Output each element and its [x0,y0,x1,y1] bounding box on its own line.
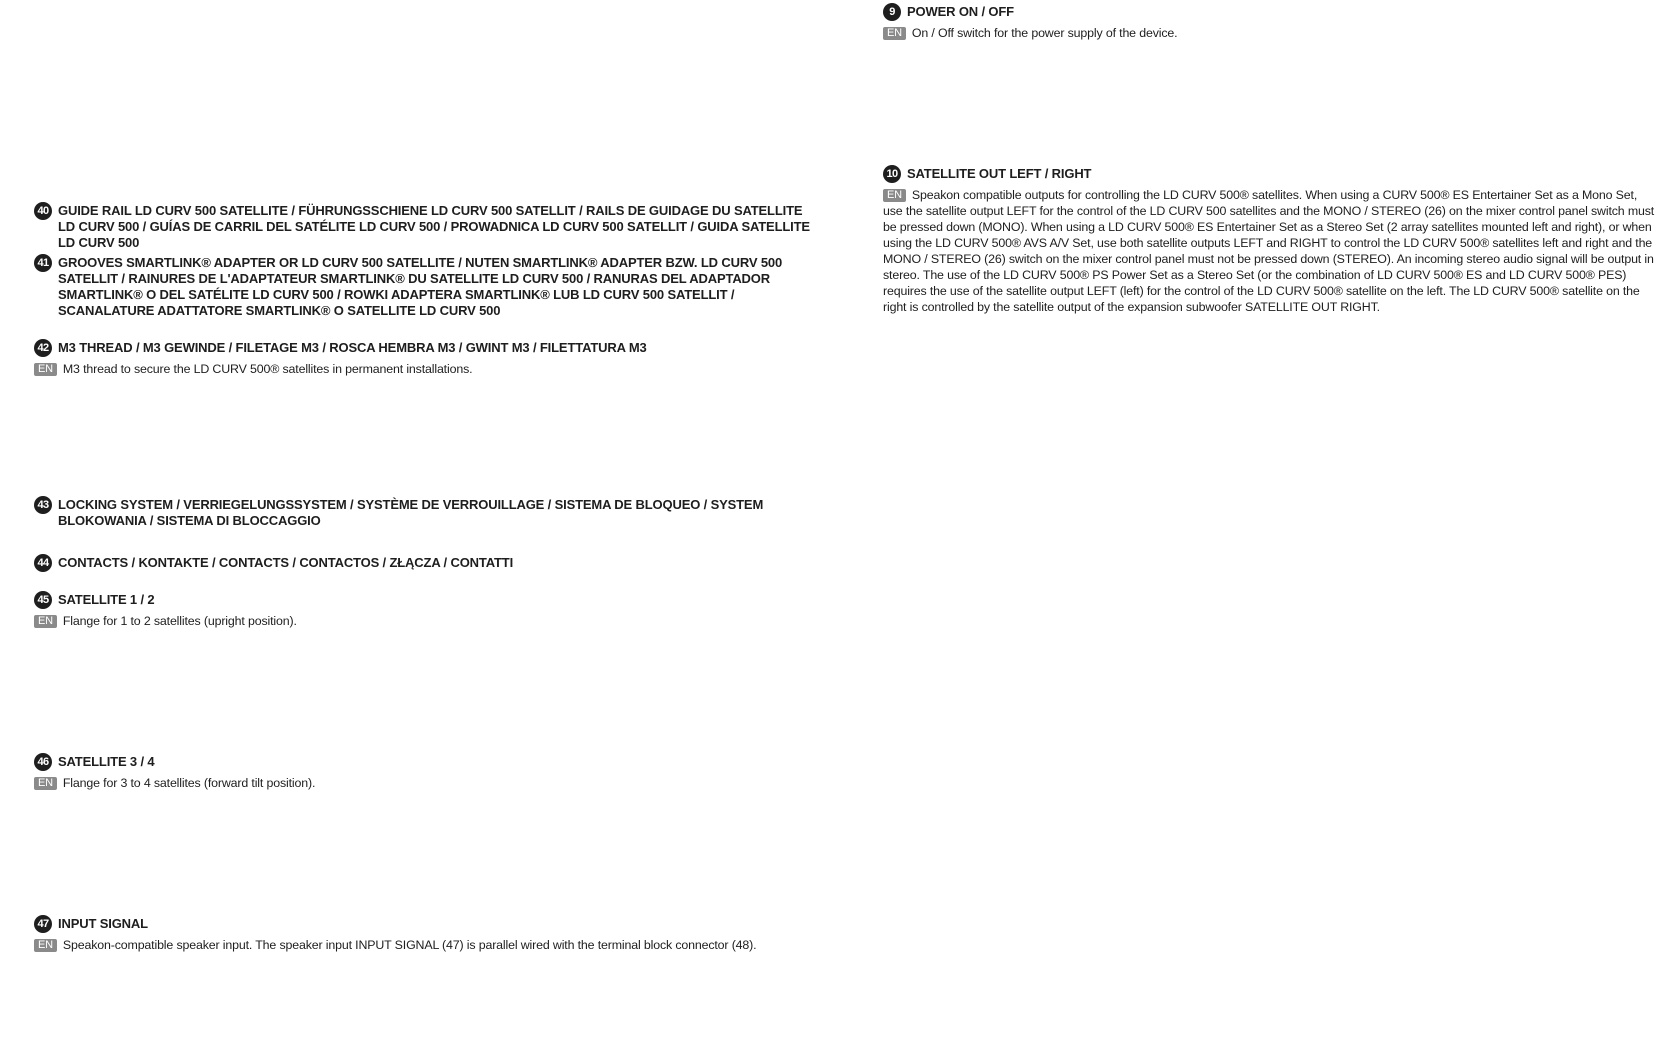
item-title: SATELLITE 3 / 4 [58,754,155,769]
item-title: SATELLITE 1 / 2 [58,592,155,607]
item-40 [34,203,819,251]
item-42 [34,340,819,377]
item-description [34,613,819,629]
item-title: GUIDE RAIL LD CURV 500 SATELLITE / FÜHRUNGSSCHIENE LD CURV 500 SATELLIT / RAILS DE GUIDAGE DU SATELLITE LD CURV 500 / GUÍAS DE CARRIL DEL SATÉLITE LD CURV 500 / PROWADNICA LD CURV 500 SATELLIT / GUIDA SATELLITE LD CURV 500 [58,203,810,250]
item-description [34,775,819,791]
item-text: M3 thread to secure the LD CURV 500® satellites in permanent installations. [62,362,473,376]
item-description [34,361,819,377]
item-number-badge: 9 [883,3,901,21]
item-title: LOCKING SYSTEM / VERRIEGELUNGSSYSTEM / SYSTÈME DE VERROUILLAGE / SISTEMA DE BLOQUEO / SYSTEM BLOKOWANIA / SISTEMA DI BLOCCAGGIO [58,497,764,528]
item-number-badge: 40 [34,202,52,220]
item-number-badge: 46 [34,753,52,771]
language-tag: EN [34,363,57,376]
item-text: Flange for 1 to 2 satellites (upright position). [62,614,297,628]
item-heading [34,255,819,319]
item-heading [34,592,819,608]
language-tag: EN [883,27,906,40]
item-description [883,187,1658,315]
item-heading [34,497,819,529]
item-heading [34,916,819,932]
item-text: Speakon compatible outputs for controlling the LD CURV 500® satellites. When using a CURV 500® ES Entertainer Set as a Mono Set, use the satellite output LEFT for the control of the LD CURV 500 satellites and the MONO / STEREO (26) on the mixer control panel switch must be pressed down (MONO). When using a LD CURV 500® ES Entertainer Set as a Stereo Set (2 array satellites mounted left and right), or when using the LD CURV 500® AVS A/V Set, use both satellite outputs LEFT and RIGHT to control the LD CURV 500® satellites left and right and the MONO / STEREO (26) switch on the mixer control panel must not be pressed down (STEREO). An incoming stereo audio signal will be output in stereo. The use of the LD CURV 500® PS Power Set as a Stereo Set (or the combination of LD CURV 500® ES and LD CURV 500® PES) requires the use of the satellite output LEFT (left) for the control of the LD CURV 500® satellite on the left. The LD CURV 500® satellite on the right is controlled by the satellite output of the expansion subwoofer SATELLITE OUT RIGHT. [883,188,1655,314]
item-title: GROOVES SMARTLINK® ADAPTER OR LD CURV 500 SATELLITE / NUTEN SMARTLINK® ADAPTER BZW. LD CURV 500 SATELLIT / RAINURES DE L'ADAPTATEUR SMARTLINK® DU SATELLITE LD CURV 500 / RANURAS DEL ADAPTADOR SMARTLINK® O DEL SATÉLITE LD CURV 500 / ROWKI ADAPTERA SMARTLINK® LUB LD CURV 500 SATELLIT / SCANALATURE ADATTATORE SMARTLINK® O SATELLITE LD CURV 500 [58,255,783,318]
item-heading [34,555,819,571]
item-number-badge: 42 [34,339,52,357]
item-10 [883,166,1658,315]
item-number-badge: 44 [34,554,52,572]
item-heading [34,754,819,770]
language-tag: EN [34,777,57,790]
item-43 [34,497,819,529]
item-9 [883,4,1658,41]
language-tag: EN [34,615,57,628]
item-45 [34,592,819,629]
language-tag: EN [883,189,906,202]
item-number-badge: 10 [883,165,901,183]
item-heading [883,4,1658,20]
item-title: M3 THREAD / M3 GEWINDE / FILETAGE M3 / ROSCA HEMBRA M3 / GWINT M3 / FILETTATURA M3 [58,340,647,355]
item-text: Speakon-compatible speaker input. The speaker input INPUT SIGNAL (47) is parallel wired with the terminal block connector (48). [62,938,757,952]
item-heading [34,203,819,251]
item-number-badge: 47 [34,915,52,933]
item-44 [34,555,819,571]
item-title: POWER ON / OFF [907,4,1014,19]
item-text: On / Off switch for the power supply of the device. [911,26,1178,40]
item-46 [34,754,819,791]
item-number-badge: 45 [34,591,52,609]
language-tag: EN [34,939,57,952]
item-text: Flange for 3 to 4 satellites (forward tilt position). [62,776,316,790]
item-41 [34,255,819,319]
item-number-badge: 41 [34,254,52,272]
item-title: CONTACTS / KONTAKTE / CONTACTS / CONTACTOS / ZŁĄCZA / CONTATTI [58,555,514,570]
item-heading [34,340,819,356]
item-number-badge: 43 [34,496,52,514]
item-description [34,937,819,953]
item-title: INPUT SIGNAL [58,916,148,931]
item-47 [34,916,819,953]
item-heading [883,166,1658,182]
item-title: SATELLITE OUT LEFT / RIGHT [907,166,1092,181]
item-description [883,25,1658,41]
